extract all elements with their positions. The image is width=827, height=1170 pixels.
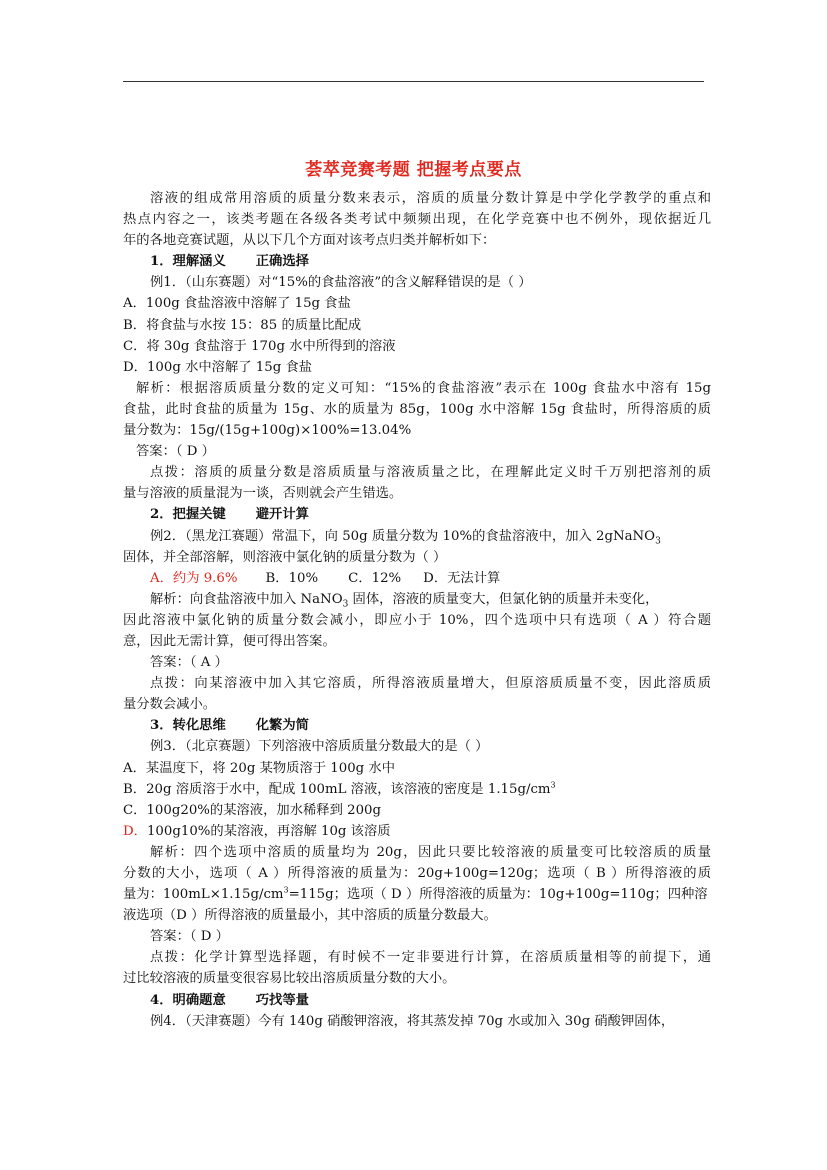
section-heading-a: 3．转化思维 — [150, 718, 226, 734]
section-heading-a: 4．明确题意 — [150, 992, 226, 1008]
subscript: 3 — [342, 599, 349, 610]
option-line: A．某温度下，将 20g 某物质溶于 100g 水中 — [123, 760, 395, 776]
document-body — [123, 188, 711, 1032]
section-heading-b: 巧找等量 — [255, 992, 309, 1008]
section-heading — [123, 990, 711, 1011]
option-b: B．10% — [265, 570, 319, 586]
analysis-line — [123, 884, 711, 905]
analysis-text: 解析：向食盐溶液中加入 NaNO — [150, 591, 343, 607]
analysis-text: =115g；选项（ D ）所得溶液的质量为：10g+100g=110g；四种溶 — [288, 887, 708, 903]
option-line: A．100g 食盐溶液中溶解了 15g 食盐 — [123, 296, 351, 312]
option-text: 100g10%的某溶液，再溶解 10g 该溶质 — [146, 823, 391, 839]
option-line — [123, 821, 711, 842]
analysis-line: 液选项（D ）所得溶液的质量最小，其中溶质的质量分数最大。 — [123, 908, 497, 924]
question-line — [123, 526, 711, 547]
intro-line: 溶液的组成常用溶质的质量分数来表示，溶质的质量分数计算是中学化学教学的重点和 — [150, 191, 711, 206]
option-line: C．100g20%的某溶液，加水稀释到 200g — [123, 802, 382, 818]
intro-line: 年的各地竞赛试题，从以下几个方面对该考点归类并解析如下： — [123, 233, 496, 249]
question-line: 例3．（北京赛题）下列溶液中溶质质量分数最大的是（ ） — [150, 739, 489, 755]
option-row — [123, 568, 711, 589]
analysis-text: 固体，溶液的质量变大，但氯化钠的质量并未变化， — [348, 591, 659, 607]
analysis-line: 解析：四个选项中溶质的质量均为 20g，因此只要比较溶液的质量变可比较溶质的质量 — [150, 844, 711, 860]
page-title: 荟萃竞赛考题 把握考点要点 — [305, 160, 522, 180]
tip-line: 点拨：化学计算型选择题，有时候不一定非要进行计算，在溶质质量相等的前提下，通 — [150, 950, 711, 966]
section-heading — [123, 251, 711, 272]
superscript: 3 — [283, 885, 289, 895]
question-line: 固体，并全部溶解，则溶液中氯化钠的质量分数为（ ） — [123, 549, 447, 565]
analysis-line: 量分数为：15g/(15g+100g)×100%=13.04% — [123, 423, 412, 439]
option-line — [123, 779, 711, 800]
analysis-line: 分数的大小，选项（ A ）所得溶液的质量为：20g+100g=120g；选项（ B ）所得溶液的质 — [123, 866, 711, 881]
tip-line: 量与溶液的质量混为一谈，否则就会产生错选。 — [123, 486, 403, 502]
section-heading-a: 1．理解涵义 — [150, 254, 226, 270]
tip-line: 过比较溶液的质量变很容易比较出溶质质量分数的大小。 — [123, 971, 456, 987]
section-heading — [123, 504, 711, 525]
answer-line: 答案：（ D ） — [136, 444, 215, 460]
section-heading-b: 化繁为简 — [255, 718, 309, 734]
analysis-line: 意，因此无需计算，便可得出答案。 — [123, 633, 336, 649]
analysis-line — [123, 589, 711, 610]
question-line: 例4．（天津赛题）今有 140g 硝酸钾溶液，将其蒸发掉 70g 水或加入 30g 硝酸钾固体， — [150, 1013, 675, 1029]
tip-line: 点拨：向某溶液中加入其它溶质，所得溶液质量增大，但原溶质质量不变，因此溶质质 — [150, 676, 711, 692]
option-a: A．约为 9.6% — [150, 570, 238, 586]
subscript: 3 — [655, 536, 661, 547]
option-line: D．100g 水中溶解了 15g 食盐 — [123, 359, 313, 375]
option-text: B．20g 溶质溶于水中，配成 100mL 溶液，该溶液的密度是 1.15g/cm — [123, 781, 551, 797]
header-rule — [123, 81, 704, 82]
option-d: D．无法计算 — [423, 570, 501, 586]
option-line: B．将食盐与水按 15：85 的质量比配成 — [123, 317, 362, 333]
analysis-line: 解析：根据溶质质量分数的定义可知：“15%的食盐溶液”表示在 100g 食盐水中溶有 15g — [136, 380, 711, 396]
answer-line: 答案：（ D ） — [150, 929, 229, 945]
option-line: C．将 30g 食盐溶于 170g 水中所得到的溶液 — [123, 338, 396, 354]
option-c: C．12% — [348, 570, 402, 586]
tip-line: 量分数会减小。 — [123, 697, 217, 713]
analysis-line: 因此溶液中氯化钠的质量分数会减小，即应小于 10%，四个选项中只有选项（ A ）符合题 — [123, 612, 711, 628]
section-heading — [123, 715, 711, 736]
option-letter: D． — [123, 823, 147, 839]
section-heading-b: 正确选择 — [255, 254, 309, 270]
question-line: 例1．（山东赛题）对“15%的食盐溶液”的含义解释错误的是（ ） — [150, 275, 532, 291]
intro-line: 热点内容之一，该类考题在各级各类考试中频频出现，在化学竞赛中也不例外，现依据近几 — [123, 212, 711, 228]
section-heading-b: 避开计算 — [255, 507, 309, 523]
question-text: 例2．（黑龙江赛题）常温下，向 50g 质量分数为 10%的食盐溶液中，加入 2gNaNO — [150, 528, 656, 544]
section-heading-a: 2．把握关键 — [150, 507, 226, 523]
analysis-text: 量为：100mL×1.15g/cm — [123, 887, 284, 903]
answer-line: 答案：（ A ） — [150, 655, 228, 671]
tip-line: 点拨：溶质的质量分数是溶质质量与溶液质量之比，在理解此定义时千万别把溶剂的质 — [150, 465, 711, 481]
analysis-line: 食盐，此时食盐的质量为 15g、水的质量为 85g，100g 水中溶解 15g 食盐时，所得溶质的质 — [123, 401, 711, 417]
superscript: 3 — [550, 780, 556, 790]
